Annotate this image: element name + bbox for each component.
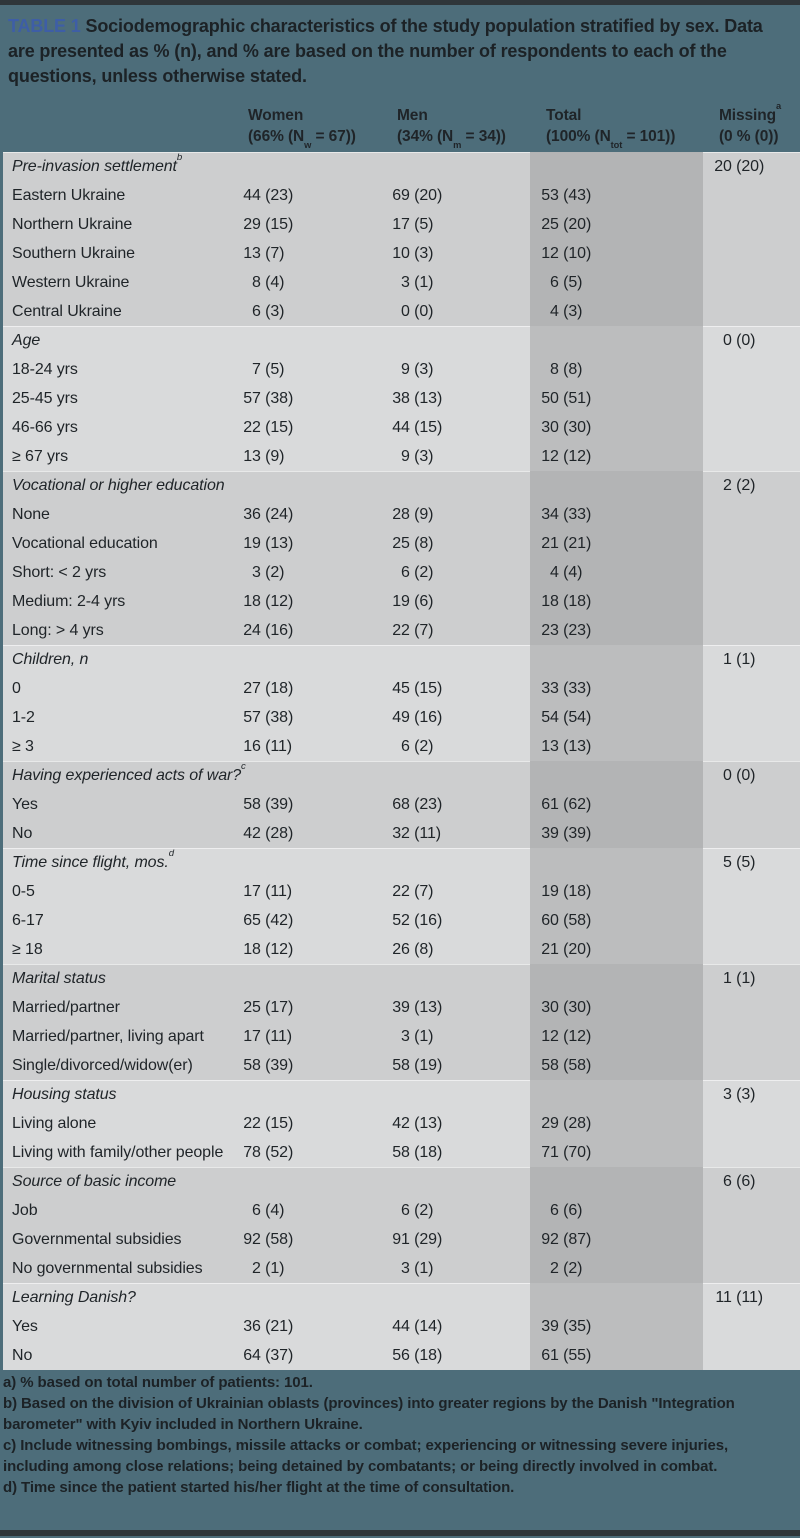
section-header-row	[3, 1080, 800, 1109]
row-label: No	[12, 825, 33, 842]
women-value: 58 (39)	[243, 1057, 294, 1074]
men-value: 38 (13)	[392, 390, 443, 407]
missing-column-stat: (0 % (0))	[719, 128, 779, 145]
total-value: 53 (43)	[530, 181, 703, 210]
total-value: 58 (58)	[530, 1051, 703, 1080]
column-header-missing	[708, 101, 790, 147]
missing-value: 3 (3)	[722, 1086, 756, 1103]
table-row	[3, 1341, 800, 1370]
men-value: 44 (15)	[392, 419, 443, 436]
men-value: 10 (3)	[392, 245, 434, 262]
men-value: 6 (2)	[400, 1202, 434, 1219]
women-value: 29 (15)	[243, 216, 294, 233]
table-row	[3, 906, 800, 935]
column-header-spacer	[8, 105, 237, 147]
table-row	[3, 1022, 800, 1051]
row-label: 46-66 yrs	[12, 419, 78, 436]
total-value: 21 (21)	[530, 529, 703, 558]
men-column-name: Men	[397, 107, 428, 124]
table-row	[3, 1109, 800, 1138]
section-title: Pre-invasion settlement$^b$	[12, 151, 183, 175]
table-row	[3, 239, 800, 268]
table-footnotes	[0, 1370, 800, 1538]
women-value: 13 (7)	[243, 245, 285, 262]
section-header-row	[3, 471, 800, 500]
women-value: 65 (42)	[243, 912, 294, 929]
women-value: 6 (3)	[251, 303, 285, 320]
total-value: 6 (5)	[530, 268, 703, 297]
column-header-row	[8, 101, 790, 150]
row-label: Eastern Ukraine	[12, 187, 126, 204]
table-row	[3, 790, 800, 819]
total-value: 39 (35)	[530, 1312, 703, 1341]
women-value: 42 (28)	[243, 825, 294, 842]
missing-column-name: Missing$^a$	[719, 101, 782, 124]
column-header-men	[386, 105, 535, 150]
row-label: Short: < 2 yrs	[12, 564, 107, 581]
total-value: 4 (4)	[530, 558, 703, 587]
section-footnote-marker: d	[168, 847, 174, 859]
men-value: 6 (2)	[400, 564, 434, 581]
women-value: 57 (38)	[243, 709, 294, 726]
table-row	[3, 587, 800, 616]
men-value: 44 (14)	[392, 1318, 443, 1335]
total-value: 30 (30)	[530, 993, 703, 1022]
women-value: 78 (52)	[243, 1144, 294, 1161]
row-label: Married/partner	[12, 999, 120, 1016]
row-label: Medium: 2-4 yrs	[12, 593, 126, 610]
men-value: 56 (18)	[392, 1347, 443, 1364]
row-label: Single/divorced/widow(er)	[12, 1057, 193, 1074]
section-title: Age	[12, 332, 41, 349]
women-value: 18 (12)	[243, 941, 294, 958]
total-value: 92 (87)	[530, 1225, 703, 1254]
men-value: 52 (16)	[392, 912, 443, 929]
footnote-marker-a: a	[776, 101, 782, 112]
men-value: 3 (1)	[400, 1028, 434, 1045]
table-row	[3, 1312, 800, 1341]
section-header-row	[3, 152, 800, 181]
footnote-b: b) Based on the division of Ukrainian oblasts (provinces) into greater regions by the Danish "Integration barometer" with Kyiv included in Northern Ukraine.	[3, 1395, 735, 1433]
row-label: Yes	[12, 796, 38, 813]
column-header-total	[535, 105, 708, 150]
missing-value: 20 (20)	[714, 158, 765, 175]
row-label: 1-2	[12, 709, 35, 726]
women-value: 24 (16)	[243, 622, 294, 639]
men-value: 32 (11)	[392, 825, 442, 842]
total-value: 18 (18)	[530, 587, 703, 616]
table-row	[3, 413, 800, 442]
women-value: 92 (58)	[243, 1231, 294, 1248]
section-header-row	[3, 1167, 800, 1196]
men-value: 26 (8)	[392, 941, 434, 958]
section-header-row	[3, 1283, 800, 1312]
total-value: 2 (2)	[530, 1254, 703, 1283]
total-value: 29 (28)	[530, 1109, 703, 1138]
total-value: 61 (55)	[530, 1341, 703, 1370]
men-value: 17 (5)	[392, 216, 434, 233]
row-label: ≥ 18	[12, 941, 43, 958]
table-row	[3, 993, 800, 1022]
total-value: 61 (62)	[530, 790, 703, 819]
table-row	[3, 877, 800, 906]
total-column-band	[530, 326, 703, 355]
men-column-stat: (34% $(N_m = 34)$)	[397, 128, 506, 150]
table-row	[3, 384, 800, 413]
table-row	[3, 674, 800, 703]
total-value: 30 (30)	[530, 413, 703, 442]
men-value: 0 (0)	[400, 303, 434, 320]
section-title: Children, n	[12, 651, 89, 668]
total-column-stat: (100% $(N_{tot} = 101)$)	[546, 128, 676, 150]
total-column-band	[530, 471, 703, 500]
row-label: Northern Ukraine	[12, 216, 133, 233]
table-row	[3, 1254, 800, 1283]
women-value: 6 (4)	[251, 1202, 285, 1219]
table-caption-text: Sociodemographic characteristics of the study population stratified by sex. Data are presented as % (n), and % are based on the number of respondents to each of the questions, unless otherwise stated.	[8, 16, 763, 86]
section-header-row	[3, 645, 800, 674]
n-subscript-m: m	[453, 139, 462, 150]
total-value: 8 (8)	[530, 355, 703, 384]
table-row	[3, 1051, 800, 1080]
n-subscript-tot: tot	[610, 139, 623, 150]
men-value: 25 (8)	[392, 535, 434, 552]
total-value: 50 (51)	[530, 384, 703, 413]
table-row	[3, 558, 800, 587]
missing-value: 0 (0)	[722, 332, 756, 349]
total-column-band	[530, 761, 703, 790]
table-body	[3, 152, 800, 1370]
row-label: Yes	[12, 1318, 38, 1335]
men-value: 22 (7)	[392, 883, 434, 900]
row-label: No governmental subsidies	[12, 1260, 203, 1277]
women-column-name: Women	[248, 107, 304, 124]
women-value: 7 (5)	[251, 361, 285, 378]
total-value: 54 (54)	[530, 703, 703, 732]
missing-value: 0 (0)	[722, 767, 756, 784]
women-value: 8 (4)	[251, 274, 285, 291]
men-value: 45 (15)	[392, 680, 443, 697]
men-value: 3 (1)	[400, 274, 434, 291]
missing-value: 2 (2)	[722, 477, 756, 494]
women-value: 3 (2)	[251, 564, 285, 581]
women-value: 22 (15)	[243, 1115, 294, 1132]
women-value: 27 (18)	[243, 680, 294, 697]
row-label: Governmental subsidies	[12, 1231, 182, 1248]
section-title: Housing status	[12, 1086, 117, 1103]
footnote-a: a) % based on total number of patients: 101.	[3, 1374, 313, 1391]
total-column-band	[530, 848, 703, 877]
missing-value: 11 (11)	[715, 1289, 764, 1306]
men-value: 9 (3)	[400, 361, 434, 378]
missing-value: 1 (1)	[722, 970, 756, 987]
missing-value: 6 (6)	[722, 1173, 756, 1190]
men-value: 58 (18)	[392, 1144, 443, 1161]
men-value: 49 (16)	[392, 709, 443, 726]
total-value: 71 (70)	[530, 1138, 703, 1167]
men-value: 6 (2)	[400, 738, 434, 755]
table-row	[3, 297, 800, 326]
men-value: 19 (6)	[392, 593, 434, 610]
women-value: 44 (23)	[243, 187, 294, 204]
table-row	[3, 732, 800, 761]
table-row	[3, 935, 800, 964]
total-value: 33 (33)	[530, 674, 703, 703]
table-row	[3, 529, 800, 558]
missing-value: 5 (5)	[722, 854, 756, 871]
women-value: 25 (17)	[243, 999, 294, 1016]
row-label: Southern Ukraine	[12, 245, 135, 262]
women-value: 13 (9)	[243, 448, 285, 465]
row-label: No	[12, 1347, 33, 1364]
total-column-band	[530, 1080, 703, 1109]
table-row	[3, 442, 800, 471]
row-label: None	[12, 506, 50, 523]
women-value: 17 (11)	[243, 883, 293, 900]
table-row	[3, 616, 800, 645]
total-column-band	[530, 152, 703, 181]
women-value: 2 (1)	[251, 1260, 285, 1277]
row-label: Vocational education	[12, 535, 158, 552]
row-label: 18-24 yrs	[12, 361, 78, 378]
men-value: 91 (29)	[392, 1231, 443, 1248]
men-value: 28 (9)	[392, 506, 434, 523]
table-row	[3, 268, 800, 297]
women-value: 64 (37)	[243, 1347, 294, 1364]
table-row	[3, 500, 800, 529]
row-label: 0	[12, 680, 21, 697]
men-value: 9 (3)	[400, 448, 434, 465]
total-value: 6 (6)	[530, 1196, 703, 1225]
section-title: Vocational or higher education	[12, 477, 225, 494]
table-row	[3, 210, 800, 239]
section-header-row	[3, 964, 800, 993]
table-caption	[8, 14, 790, 89]
women-column-stat: (66% $(N_w = 67)$)	[248, 128, 356, 150]
row-label: 25-45 yrs	[12, 390, 78, 407]
men-value: 3 (1)	[400, 1260, 434, 1277]
total-value: 12 (12)	[530, 1022, 703, 1051]
section-footnote-marker: b	[176, 151, 183, 163]
bottom-rule	[0, 1530, 800, 1536]
row-label: Central Ukraine	[12, 303, 122, 320]
row-label: Living with family/other people	[12, 1144, 224, 1161]
table-row	[3, 819, 800, 848]
section-header-row	[3, 848, 800, 877]
total-column-name: Total	[546, 107, 582, 124]
women-value: 22 (15)	[243, 419, 294, 436]
total-column-band	[530, 1283, 703, 1312]
section-footnote-marker: c	[241, 760, 246, 772]
n-subscript-w: w	[304, 139, 312, 150]
row-label: ≥ 67 yrs	[12, 448, 68, 465]
men-value: 39 (13)	[392, 999, 443, 1016]
section-title: Source of basic income	[12, 1173, 177, 1190]
women-value: 58 (39)	[243, 796, 294, 813]
table-number: TABLE 1	[8, 16, 81, 36]
section-title: Learning Danish?	[12, 1289, 136, 1306]
total-column-band	[530, 964, 703, 993]
row-label: Long: > 4 yrs	[12, 622, 104, 639]
total-value: 19 (18)	[530, 877, 703, 906]
men-value: 42 (13)	[392, 1115, 443, 1132]
table-row	[3, 1225, 800, 1254]
total-value: 12 (10)	[530, 239, 703, 268]
table-row	[3, 181, 800, 210]
row-label: Married/partner, living apart	[12, 1028, 204, 1045]
table-row	[3, 1196, 800, 1225]
table-row	[3, 355, 800, 384]
row-label: Western Ukraine	[12, 274, 130, 291]
total-column-band	[530, 645, 703, 674]
women-value: 18 (12)	[243, 593, 294, 610]
footnote-d: d) Time since the patient started his/her flight at the time of consultation.	[3, 1479, 515, 1496]
table-row	[3, 1138, 800, 1167]
footnote-c: c) Include witnessing bombings, missile attacks or combat; experiencing or witnessing severe injuries, including among close relations; being detained by combatants; or being directly involved in combat.	[3, 1437, 729, 1475]
row-label: 6-17	[12, 912, 44, 929]
row-label: 0-5	[12, 883, 35, 900]
women-value: 36 (24)	[243, 506, 294, 523]
column-header-women	[237, 105, 386, 150]
women-value: 17 (11)	[243, 1028, 293, 1045]
total-column-band	[530, 1167, 703, 1196]
row-label: Living alone	[12, 1115, 97, 1132]
total-value: 23 (23)	[530, 616, 703, 645]
men-value: 58 (19)	[392, 1057, 443, 1074]
men-value: 68 (23)	[392, 796, 443, 813]
total-value: 13 (13)	[530, 732, 703, 761]
total-value: 12 (12)	[530, 442, 703, 471]
missing-value: 1 (1)	[722, 651, 756, 668]
total-value: 21 (20)	[530, 935, 703, 964]
total-value: 39 (39)	[530, 819, 703, 848]
women-value: 57 (38)	[243, 390, 294, 407]
section-title: Time since flight, mos.$^d$	[12, 847, 174, 871]
total-value: 4 (3)	[530, 297, 703, 326]
men-value: 22 (7)	[392, 622, 434, 639]
table-row	[3, 703, 800, 732]
women-value: 16 (11)	[243, 738, 293, 755]
row-label: Job	[12, 1202, 38, 1219]
women-value: 36 (21)	[243, 1318, 294, 1335]
row-label: ≥ 3	[12, 738, 34, 755]
section-header-row	[3, 326, 800, 355]
women-value: 19 (13)	[243, 535, 294, 552]
total-value: 60 (58)	[530, 906, 703, 935]
men-value: 69 (20)	[392, 187, 443, 204]
table-header	[0, 5, 800, 152]
section-title: Having experienced acts of war?$^c$	[12, 760, 246, 784]
section-header-row	[3, 761, 800, 790]
total-value: 25 (20)	[530, 210, 703, 239]
section-title: Marital status	[12, 970, 106, 987]
total-value: 34 (33)	[530, 500, 703, 529]
